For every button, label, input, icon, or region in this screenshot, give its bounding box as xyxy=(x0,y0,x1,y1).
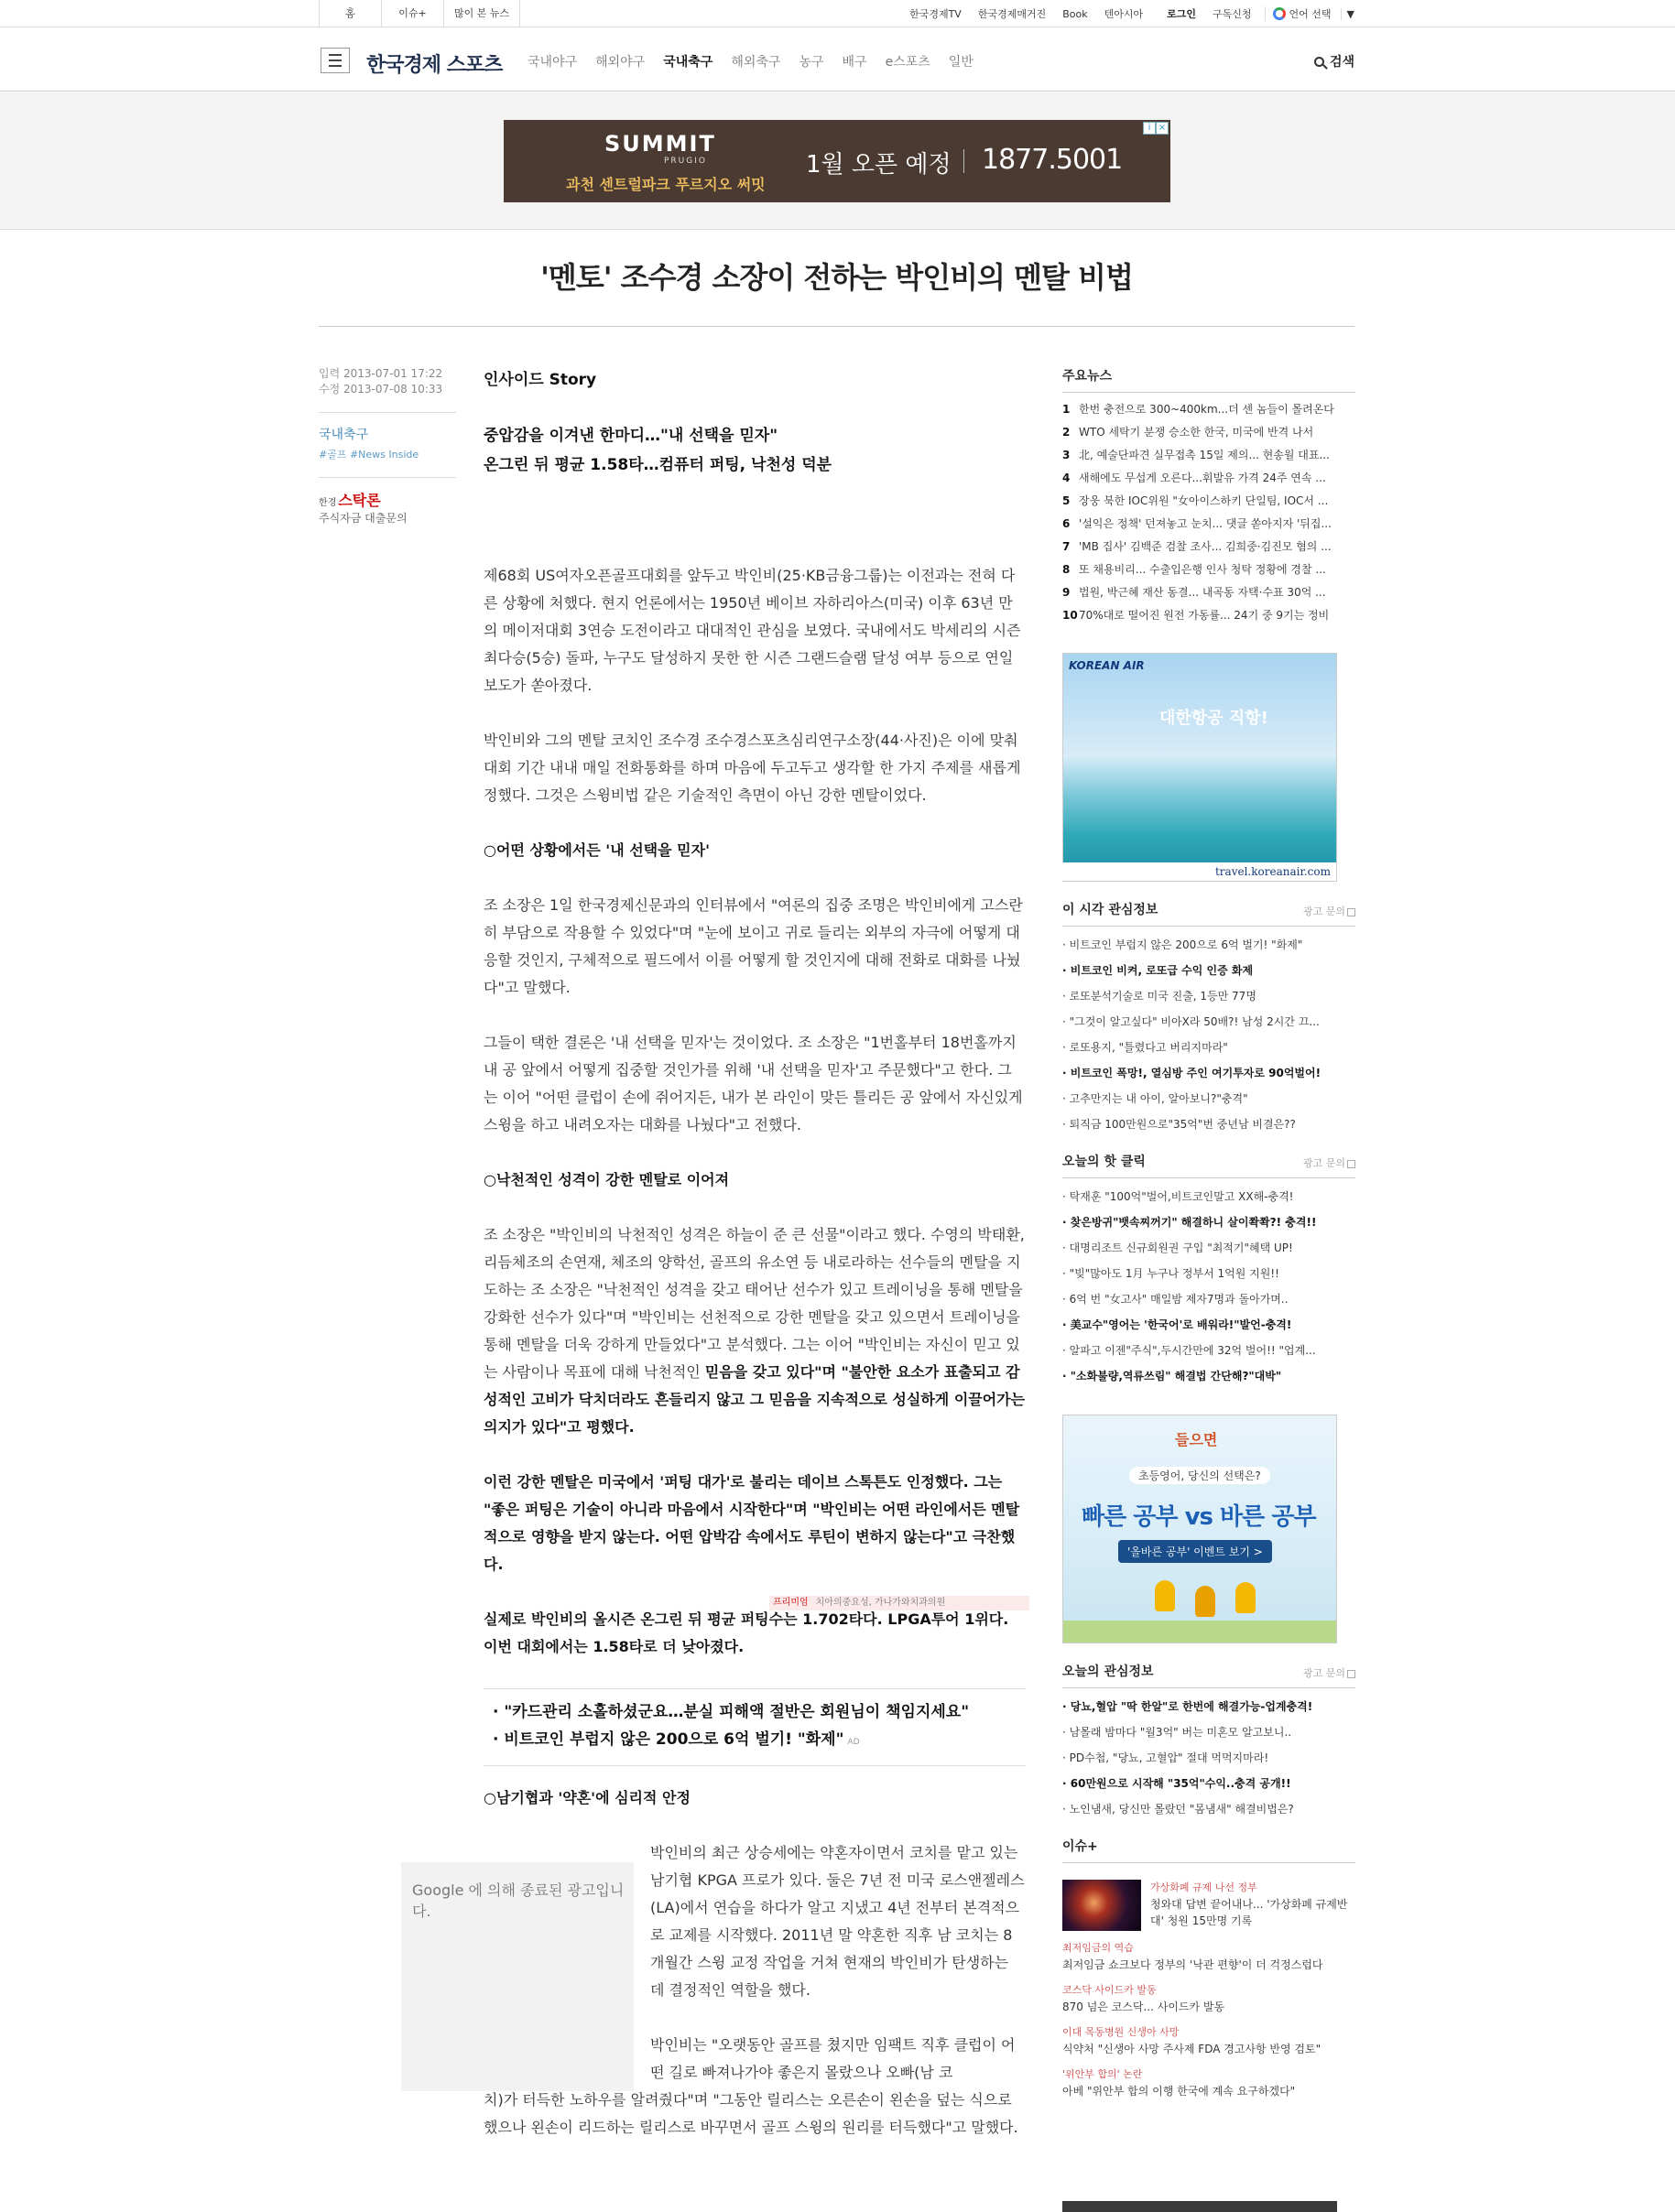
subscribe-link[interactable]: 구독신청 xyxy=(1213,8,1252,20)
banner-area xyxy=(0,92,1675,230)
nav-esports[interactable]: e스포츠 xyxy=(885,55,930,70)
nav-domestic-baseball[interactable]: 국내야구 xyxy=(528,55,578,70)
util-tab-issue[interactable]: 이슈+ xyxy=(381,0,443,27)
news-item[interactable]: 2 WTO 세탁기 분쟁 승소한 한국, 미국에 반격 나서 xyxy=(1062,426,1314,439)
sidebar xyxy=(1062,366,1355,2109)
section-link[interactable]: 국내축구 xyxy=(319,428,369,442)
hamburger-menu-icon[interactable] xyxy=(321,48,350,73)
related-links xyxy=(484,1688,1026,1766)
issue-item[interactable]: '위안부 합의' 논란 아베 "위안부 합의 이행 한국에 계속 요구하겠다" xyxy=(1062,2068,1296,2098)
news-item[interactable]: 9 법원, 박근혜 재산 동결... 내곡동 자택·수표 30억 ... xyxy=(1062,586,1326,599)
title-divider xyxy=(319,326,1354,327)
news-item[interactable]: 6 '설익은 정책' 던져놓고 눈치... 댓글 쏟아지자 '뒤집... xyxy=(1062,517,1332,530)
news-item[interactable]: 5 장웅 북한 IOC위원 "女아이스하키 단일팀, IOC서 ... xyxy=(1062,494,1329,507)
interest-item[interactable]: · 퇴직금 100만원으로"35억"번 중년남 비결은?? xyxy=(1062,1111,1355,1137)
paragraph: 박인비의 최근 상승세에는 약혼자이면서 코치를 맡고 있는 남기협 KPGA 프로가 있다. 둘은 7년 전 미국 로스앤젤레스(LA)에서 연습을 하다가 알고 지냈고 4년 전부터 본격적으로 교제를 시작했다. 2011년 말 약혼한 직후 남 코치는 8개월간 스윙 교정 작업을 거쳐 현재의 박인비가 탄생하는 데 결정적인 역할을 했다. xyxy=(650,1844,1025,1999)
interest-item[interactable]: · 고추만지는 내 아이, 알아보니?"충격" xyxy=(1062,1086,1355,1111)
external-link-icon xyxy=(1347,1670,1355,1678)
meta-divider xyxy=(319,412,456,413)
main-news-heading: 주요뉴스 xyxy=(1062,366,1355,393)
hot-item[interactable]: · 탁재훈 "100억"벌어,비트코인말고 XX해-충격! xyxy=(1062,1184,1355,1209)
search-icon xyxy=(1314,57,1324,67)
external-link-icon xyxy=(1347,1160,1355,1168)
edu-ad-headline: 빠른 공부 vs 바른 공부 xyxy=(1082,1503,1316,1531)
ad-open-date: 1월 오픈 예정 xyxy=(806,151,952,179)
ad-phone: 1877.5001 xyxy=(982,144,1123,176)
issue-heading: 이슈+ xyxy=(1062,1837,1355,1863)
search-button[interactable] xyxy=(1314,52,1354,70)
today-item[interactable]: · 남몰래 밤마다 "월3억" 버는 미혼모 알고보니.. xyxy=(1062,1719,1355,1745)
stockloan-logo[interactable]: 한경 스탁론 xyxy=(319,492,381,509)
edu-ad-illustration xyxy=(1146,1580,1265,1617)
english-study-ad[interactable] xyxy=(1062,1415,1337,1643)
stockloan-desc[interactable]: 주식자금 대출문의 xyxy=(319,512,408,525)
paragraph: 박인비와 그의 멘탈 코치인 조수경 조수경스포츠심리연구소장(44·사진)은 이에 맞춰 대회 기간 내내 매일 전화통화를 하며 마음에 두고두고 생각할 한 가지 주제를 새롭게 정했다. 그것은 스윙비법 같은 기술적인 측면이 아닌 강한 멘탈이었다. xyxy=(484,732,1021,804)
issue-text: 청와대 답변 끝어내나... '가상화폐 규제반대' 청원 15만명 기록 xyxy=(1150,1898,1348,1927)
related-link[interactable]: · 비트코인 부럽지 않은 200으로 6억 벌기! "화제" AD xyxy=(493,1730,860,1749)
hot-item[interactable]: · 대명리조트 신규회원권 구입 "최적기"혜택 UP! xyxy=(1062,1235,1355,1261)
hot-click-heading: 오늘의 핫 클릭 광고 문의 xyxy=(1062,1152,1355,1178)
site-logo[interactable]: 한국경제 스포츠 xyxy=(366,54,503,77)
util-tab-most-viewed[interactable]: 많이 본 뉴스 xyxy=(443,0,520,27)
today-item[interactable]: · PD수첩, "당뇨, 고혈압" 절대 먹먹지마라! xyxy=(1062,1745,1355,1771)
today-item[interactable]: · 노인냄새, 당신만 몰랐던 "몸냄새" 해결비법은? xyxy=(1062,1796,1355,1822)
inline-text-ad[interactable]: 프리미엄 치아의중요성, 가나가와치과의원 xyxy=(769,1596,1029,1610)
article-kicker: 인사이드 Story xyxy=(484,371,597,389)
link-hankyung-magazine[interactable]: 한국경제매거진 xyxy=(977,8,1047,20)
input-date: 입력 2013-07-01 17:22 xyxy=(319,367,443,380)
interest-heading: 이 시각 관심정보 광고 문의 xyxy=(1062,900,1355,927)
hot-item[interactable]: · "빚"많아도 1月 누구나 정부서 1억원 지원!! xyxy=(1062,1261,1355,1286)
issue-list xyxy=(1062,1863,1355,2099)
korean-air-ad-url: travel.koreanair.com xyxy=(1061,862,1336,881)
paragraph: 조 소장은 1일 한국경제신문과의 인터뷰에서 "여론의 집중 조명은 박인비에게 고스란히 부담으로 작용할 수 있었다"며 "눈에 보이고 귀로 들리는 외부의 자극에 어떻게 대응할 것인지, 구체적으로 필드에서 이를 어떻게 할 것인지에 대해 전화로 대화를 나눴다"고 말했다. xyxy=(484,896,1023,996)
ad-inquiry-link[interactable]: 광고 문의 xyxy=(1303,1665,1355,1680)
today-interest-heading: 오늘의 관심정보 광고 문의 xyxy=(1062,1662,1355,1688)
paragraph: 박인비는 "오랫동안 골프를 쳤지만 임팩트 직후 클럽이 어떤 길로 빠져나가야 좋은지 몰랐으나 오빠(남 코 치)가 터득한 노하우를 알려줬다"며 "그동안 릴리스는 오른손이 왼손을 덮는 식으로 했으나 왼손이 리드하는 릴리스로 바꾸면서 골프 스윙의 원리를 터득했다"고 말했다. xyxy=(484,2036,1018,2136)
interest-item[interactable]: · 비트코인 폭망!, 열심방 주인 여기투자로 90억벌어! xyxy=(1062,1060,1355,1086)
tag-links[interactable]: #골프 #News Inside xyxy=(319,449,419,461)
paragraph: 그들이 택한 결론은 '내 선택을 믿자'는 것이었다. 조 소장은 "1번홀부터 18번홀까지 내 공 앞에서 어떻게 집중할 것인가를 위해 '내 선택을 믿자'고 주문했다"고 한다. 그는 이어 "어떤 클럽이 손에 쥐어지든, 내가 본 라인이 맞든 틀리든 공 앞에서 자신있게 스윙을 하고 내려오자는 대화를 나눴다"고 전했다. xyxy=(484,1034,1023,1133)
nav-overseas-baseball[interactable]: 해외야구 xyxy=(595,55,646,70)
search-label: 검색 xyxy=(1329,55,1354,70)
interest-item[interactable]: · 비트코인 부럽지 않은 200으로 6억 벌기! "화제" xyxy=(1062,932,1355,958)
hot-item[interactable]: · 美교수"영어는 '한국어'로 배워라!"발언-충격! xyxy=(1062,1312,1355,1338)
article-meta xyxy=(319,366,465,526)
nav-volleyball[interactable]: 배구 xyxy=(842,55,867,70)
google-icon xyxy=(1273,7,1286,20)
utility-bar xyxy=(0,0,1675,27)
hot-item[interactable]: · 찾은방귀"뱃속찌꺼기" 해결하니 살이쫙쫙?! 충격!! xyxy=(1062,1209,1355,1235)
top-banner-ad[interactable] xyxy=(504,120,1170,202)
news-item[interactable]: 4 새해에도 무섭게 오른다...휘발유 가격 24주 연속 ... xyxy=(1062,472,1326,484)
article-subtitle: 중압감을 이겨낸 한마디…"내 선택을 믿자" 온그린 뒤 평균 1.58타…컴퓨터 퍼팅, 낙천성 덕분 xyxy=(484,427,832,474)
login-link[interactable]: 로그인 xyxy=(1167,8,1196,20)
paragraph: 이런 강한 멘탈은 미국에서 '퍼팅 대가'로 불리는 데이브 스톡튼도 인정했다. 그는 "좋은 퍼팅은 기술이 아니라 마음에서 시작한다"며 "박인비는 어떤 라인에서든 멘탈적으로 영향을 받지 않는다. 어떤 압박감 속에서도 루틴이 변하지 않는다"고 극찬했다. xyxy=(484,1473,1020,1573)
language-select[interactable] xyxy=(1265,6,1354,21)
main-news-list xyxy=(1062,393,1355,627)
edu-ad-ground xyxy=(1063,1621,1336,1643)
nav-domestic-soccer[interactable]: 국내축구 xyxy=(663,55,713,70)
link-book[interactable]: Book xyxy=(1062,7,1088,20)
ad-divider xyxy=(963,149,964,173)
ad-brand: SUMMIT xyxy=(604,131,716,157)
edu-ad-logo: 들으면 xyxy=(1175,1431,1218,1448)
update-date: 수정 2013-07-08 10:33 xyxy=(319,383,443,396)
meta-divider xyxy=(319,477,456,478)
interest-item[interactable]: · 로또분석기술로 미국 진출, 1등만 77명 xyxy=(1062,983,1355,1009)
hot-item[interactable]: · 6억 번 "女고사" 매일밤 제자7명과 돌아가며.. xyxy=(1062,1286,1355,1312)
today-interest-list xyxy=(1062,1688,1355,1822)
link-hankyung-tv[interactable]: 한국경제TV xyxy=(909,8,962,20)
ad-inquiry-link[interactable]: 광고 문의 xyxy=(1303,1155,1355,1170)
bottom-sidebar-ad[interactable] xyxy=(1062,2201,1337,2212)
hot-item[interactable]: · 알파고 이젠"주식",두시간만에 32억 벌어!! "업계... xyxy=(1062,1338,1355,1363)
issue-item[interactable]: 코스닥 사이드카 발동 870 넘은 코스닥... 사이드카 발동 xyxy=(1062,1984,1225,2013)
edu-ad-button[interactable]: '올바른 공부' 이벤트 보기 > xyxy=(1118,1540,1272,1563)
issue-category: 가상화폐 규제 나선 정부 xyxy=(1150,1881,1257,1893)
news-item[interactable]: 1 한번 충전으로 300~400km...더 센 놈들이 몰려온다 xyxy=(1062,403,1334,416)
news-item[interactable]: 7 'MB 집사' 김백준 검찰 조사... 김희중·김진모 혐의 ... xyxy=(1062,540,1332,553)
news-item[interactable]: 1070%대로 떨어진 원전 가동률... 24기 중 9기는 정비 xyxy=(1062,609,1330,622)
section-heading: ○남기협과 '약혼'에 심리적 안정 xyxy=(484,1789,691,1806)
interest-item[interactable]: · "그것이 알고싶다" 비아X라 50배?! 남성 2시간 끄... xyxy=(1062,1009,1355,1035)
site-header xyxy=(0,27,1675,92)
nav-basketball[interactable]: 농구 xyxy=(799,55,824,70)
interest-item[interactable]: · 로또용지, "틀렸다고 버리지마라" xyxy=(1062,1035,1355,1060)
ad-inquiry-link[interactable]: 광고 문의 xyxy=(1303,904,1355,918)
util-tab-home[interactable]: 홈 xyxy=(319,0,381,27)
section-heading: ○어떤 상황에서든 '내 선택을 믿자' xyxy=(484,841,710,859)
related-link[interactable]: · "카드관리 소홀하셨군요…분실 피해액 절반은 회원님이 책임지세요" xyxy=(493,1703,970,1721)
korean-air-logo: KOREAN AIR xyxy=(1069,659,1145,672)
paragraph: 제68회 US여자오픈골프대회를 앞두고 박인비(25·KB금융그룹)는 이전과는 전혀 다른 상황에 처했다. 현지 언론에서는 1950년 베이브 자하리아스(미국) 이후 63년 만의 메이저대회 3연승 도전이라고 대대적인 관심을 보였다. 국내에서도 박세리의 시즌 최다승(5승) 돌파, 누구도 달성하지 못한 한 시즌 그랜드슬램 달성 여부 등으로 연일 보도가 쏟아졌다. xyxy=(484,567,1021,694)
issue-item[interactable]: 이대 목동병원 신생아 사망 식약처 "신생아 사망 주사제 FDA 경고사항 반영 검토" xyxy=(1062,2026,1322,2055)
adchoices-icon[interactable]: i × xyxy=(1143,122,1169,135)
edu-ad-question: 초등영어, 당신의 선택은? xyxy=(1129,1467,1270,1484)
news-item[interactable]: 8 또 채용비리... 수출입은행 인사 청탁 정황에 경찰 ... xyxy=(1062,563,1326,576)
nav-overseas-soccer[interactable]: 해외축구 xyxy=(731,55,781,70)
korean-air-ad-title: 대한항공 직항! xyxy=(1159,709,1268,728)
korean-air-ad[interactable] xyxy=(1062,653,1337,882)
paragraph: 조 소장은 "박인비의 낙천적인 성격은 하늘이 준 큰 선물"이라고 했다. 수영의 박태환, 리듬체조의 손연재, 체조의 양학선, 골프의 유소연 등 내로라하는 선수들의 멘탈을 지도하는 조 소장은 "낙천적인 성격을 갖고 태어난 선수가 있고 트레이닝을 통해 멘탈을 강화한 선수가 있다"며 "박인비는 선천적으로 강한 멘탈을 갖고 있으면서 트레이닝을 통해 멘탈을 더욱 강하게 만들었다"고 분석했다. 그는 이어 "박인비는 자신이 믿고 있는 사람이나 목표에 대해 낙천적인 믿음을 갖고 있다"며 "불안한 요소가 표출되고 감성적인 고비가 닥치더라도 흔들리지 않고 그 믿음을 지속적으로 성실하게 이끌어가는 의지가 있다"고 평했다. xyxy=(484,1226,1026,1436)
issue-item[interactable]: 최저임금의 역습 최저임금 쇼크보다 정부의 '낙관 편향'이 더 걱정스럽다 xyxy=(1062,1942,1323,1971)
nav-general[interactable]: 일반 xyxy=(948,55,973,70)
chevron-down-icon: ▼ xyxy=(1341,8,1354,20)
today-item[interactable]: · 60만원으로 시작해 "35억"수익..충격 공개!! xyxy=(1062,1771,1355,1796)
google-closed-ad[interactable]: Google 에 의해 종료된 광고입니다. xyxy=(401,1862,634,2091)
section-heading: ○낙천적인 성격이 강한 멘탈로 이어져 xyxy=(484,1171,730,1188)
paragraph: 실제로 박인비의 올시즌 온그린 뒤 평균 퍼팅수는 1.702타다. LPGA투어 1위다. 이번 대회에서는 1.58타로 더 낮아졌다. xyxy=(484,1610,1009,1655)
issue-thumbnail xyxy=(1062,1880,1141,1931)
interest-item[interactable]: · 비트코인 비켜, 로또급 수익 인증 화제 xyxy=(1062,958,1355,983)
issue-card[interactable] xyxy=(1062,1880,1355,1931)
main-nav xyxy=(528,52,992,70)
link-tenasia[interactable]: 텐아시아 xyxy=(1104,8,1144,20)
hot-item[interactable]: · "소화불량,역류쓰림" 해결법 간단해?"대박" xyxy=(1062,1363,1355,1389)
news-item[interactable]: 3 北, 예술단파견 실무접촉 15일 제의... 현송월 대표... xyxy=(1062,449,1330,461)
article-title: '멘토' 조수경 소장이 전하는 박인비의 멘탈 비법 xyxy=(540,260,1133,295)
interest-list xyxy=(1062,927,1355,1137)
ad-location: 과천 센트럴파크 푸르지오 써밋 xyxy=(566,176,766,193)
ad-brand-sub: PRUGIO xyxy=(664,157,707,166)
hot-click-list xyxy=(1062,1178,1355,1389)
today-item[interactable]: · 당뇨,혈압 "딱 한알"로 한번에 해결가능-업계충격! xyxy=(1062,1694,1355,1719)
language-select-label: 언어 선택 xyxy=(1289,8,1332,20)
external-link-icon xyxy=(1347,908,1355,916)
